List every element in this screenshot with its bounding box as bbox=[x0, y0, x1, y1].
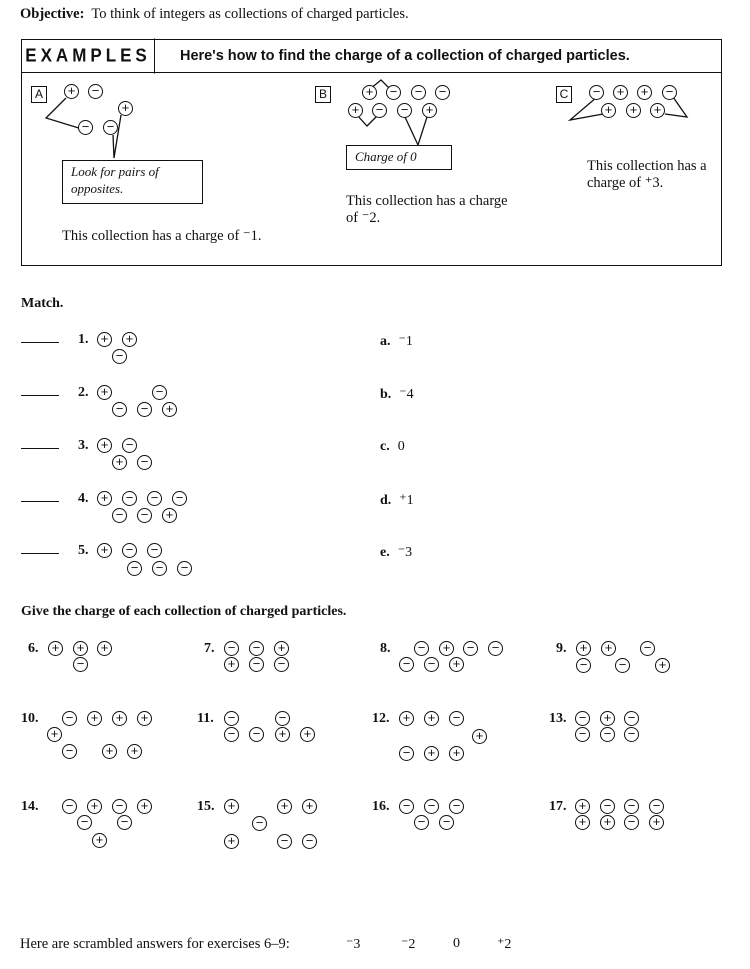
particle-plus-icon: + bbox=[162, 508, 177, 523]
particle-plus-icon: + bbox=[277, 799, 292, 814]
answer-value: ⁻3 bbox=[397, 545, 413, 560]
scrambled-answer: ⁺2 bbox=[497, 937, 512, 952]
particle-minus-icon: − bbox=[62, 744, 77, 759]
particle-minus-icon: − bbox=[172, 491, 187, 506]
scrambled-answer: 0 bbox=[453, 936, 460, 951]
particle-minus-icon: − bbox=[152, 561, 167, 576]
answer-value: ⁻1 bbox=[398, 334, 413, 349]
particle-minus-icon: − bbox=[600, 799, 615, 814]
particle-plus-icon: + bbox=[650, 103, 665, 118]
particle-plus-icon: + bbox=[424, 711, 439, 726]
particle-plus-icon: + bbox=[600, 711, 615, 726]
particle-plus-icon: + bbox=[449, 746, 464, 761]
answer-letter: a. bbox=[380, 334, 391, 349]
match-answer-a bbox=[380, 333, 413, 350]
example-c-label: C bbox=[556, 86, 572, 103]
item-number: 9. bbox=[556, 641, 567, 656]
particle-plus-icon: + bbox=[348, 103, 363, 118]
note-line: opposites. bbox=[71, 181, 124, 196]
particle-minus-icon: − bbox=[463, 641, 478, 656]
particle-minus-icon: − bbox=[372, 103, 387, 118]
examples-title: Here's how to find the charge of a collection of charged particles. bbox=[180, 48, 630, 64]
particle-minus-icon: − bbox=[249, 657, 264, 672]
particle-minus-icon: − bbox=[117, 815, 132, 830]
answer-letter: c. bbox=[380, 439, 390, 454]
scrambled-answers-label: Here are scrambled answers for exercises 6–9: bbox=[20, 936, 290, 952]
particle-plus-icon: + bbox=[576, 641, 591, 656]
result-line: This collection has a bbox=[587, 158, 707, 174]
match-answer-e bbox=[380, 544, 412, 561]
particle-plus-icon: + bbox=[127, 744, 142, 759]
particle-minus-icon: − bbox=[488, 641, 503, 656]
answer-blank-1[interactable] bbox=[21, 342, 59, 343]
item-number: 8. bbox=[380, 641, 391, 656]
particle-plus-icon: + bbox=[601, 641, 616, 656]
particle-plus-icon: + bbox=[362, 85, 377, 100]
item-number: 4. bbox=[78, 491, 89, 506]
particle-minus-icon: − bbox=[575, 711, 590, 726]
particle-plus-icon: + bbox=[449, 657, 464, 672]
particle-minus-icon: − bbox=[424, 799, 439, 814]
particle-plus-icon: + bbox=[300, 727, 315, 742]
particle-plus-icon: + bbox=[424, 746, 439, 761]
particle-minus-icon: − bbox=[576, 658, 591, 673]
particle-minus-icon: − bbox=[224, 711, 239, 726]
particle-minus-icon: − bbox=[589, 85, 604, 100]
particle-plus-icon: + bbox=[47, 727, 62, 742]
particle-minus-icon: − bbox=[62, 711, 77, 726]
scrambled-answer: ⁻3 bbox=[346, 937, 361, 952]
particle-plus-icon: + bbox=[97, 332, 112, 347]
particle-minus-icon: − bbox=[649, 799, 664, 814]
particle-minus-icon: − bbox=[399, 657, 414, 672]
particle-plus-icon: + bbox=[64, 84, 79, 99]
item-number: 16. bbox=[372, 799, 390, 814]
result-line: charge of ⁺3. bbox=[587, 175, 664, 191]
particle-minus-icon: − bbox=[137, 402, 152, 417]
particle-plus-icon: + bbox=[97, 543, 112, 558]
particle-plus-icon: + bbox=[48, 641, 63, 656]
answer-blank-2[interactable] bbox=[21, 395, 59, 396]
particle-plus-icon: + bbox=[399, 711, 414, 726]
particle-plus-icon: + bbox=[97, 491, 112, 506]
note-line: Look for pairs of bbox=[71, 164, 159, 179]
answer-blank-3[interactable] bbox=[21, 448, 59, 449]
particle-plus-icon: + bbox=[137, 711, 152, 726]
answer-value: 0 bbox=[397, 439, 405, 454]
answer-letter: d. bbox=[380, 493, 392, 508]
item-number: 14. bbox=[21, 799, 39, 814]
particle-minus-icon: − bbox=[397, 103, 412, 118]
particle-minus-icon: − bbox=[147, 491, 162, 506]
particle-plus-icon: + bbox=[97, 438, 112, 453]
particle-minus-icon: − bbox=[147, 543, 162, 558]
particle-minus-icon: − bbox=[103, 120, 118, 135]
particle-minus-icon: − bbox=[122, 438, 137, 453]
item-number: 10. bbox=[21, 711, 39, 726]
example-b-result bbox=[346, 193, 508, 227]
match-answer-c bbox=[380, 439, 405, 455]
particle-plus-icon: + bbox=[626, 103, 641, 118]
particle-plus-icon: + bbox=[224, 657, 239, 672]
scrambled-answer: ⁻2 bbox=[401, 937, 416, 952]
give-heading: Give the charge of each collection of charged particles. bbox=[21, 604, 347, 619]
particle-minus-icon: − bbox=[122, 543, 137, 558]
item-number: 3. bbox=[78, 438, 89, 453]
item-number: 1. bbox=[78, 332, 89, 347]
particle-plus-icon: + bbox=[224, 799, 239, 814]
particle-minus-icon: − bbox=[112, 349, 127, 364]
particle-minus-icon: − bbox=[399, 799, 414, 814]
particle-plus-icon: + bbox=[97, 385, 112, 400]
particle-plus-icon: + bbox=[87, 799, 102, 814]
particle-minus-icon: − bbox=[122, 491, 137, 506]
answer-letter: b. bbox=[380, 387, 392, 402]
item-number: 12. bbox=[372, 711, 390, 726]
particle-minus-icon: − bbox=[73, 657, 88, 672]
particle-plus-icon: + bbox=[112, 711, 127, 726]
particle-minus-icon: − bbox=[411, 85, 426, 100]
particle-plus-icon: + bbox=[472, 729, 487, 744]
particle-plus-icon: + bbox=[97, 641, 112, 656]
example-b-note: Charge of 0 bbox=[346, 145, 452, 170]
particle-minus-icon: − bbox=[137, 508, 152, 523]
answer-blank-5[interactable] bbox=[21, 553, 59, 554]
result-line: This collection has a charge bbox=[346, 193, 508, 209]
particle-minus-icon: − bbox=[249, 641, 264, 656]
particle-minus-icon: − bbox=[624, 799, 639, 814]
example-a-label: A bbox=[31, 86, 47, 103]
objective-text: To think of integers as collections of charged particles. bbox=[91, 6, 409, 22]
particle-minus-icon: − bbox=[62, 799, 77, 814]
particle-minus-icon: − bbox=[424, 657, 439, 672]
answer-blank-4[interactable] bbox=[21, 501, 59, 502]
particle-minus-icon: − bbox=[414, 815, 429, 830]
particle-plus-icon: + bbox=[92, 833, 107, 848]
particle-plus-icon: + bbox=[162, 402, 177, 417]
particle-minus-icon: − bbox=[78, 120, 93, 135]
particle-minus-icon: − bbox=[112, 402, 127, 417]
particle-plus-icon: + bbox=[112, 455, 127, 470]
particle-plus-icon: + bbox=[302, 799, 317, 814]
examples-header bbox=[22, 40, 721, 73]
particle-minus-icon: − bbox=[435, 85, 450, 100]
item-number: 15. bbox=[197, 799, 215, 814]
particle-minus-icon: − bbox=[600, 727, 615, 742]
particle-minus-icon: − bbox=[615, 658, 630, 673]
example-a-result: This collection has a charge of ⁻1. bbox=[62, 228, 262, 244]
match-answer-b bbox=[380, 386, 414, 403]
particle-minus-icon: − bbox=[414, 641, 429, 656]
particle-plus-icon: + bbox=[422, 103, 437, 118]
particle-minus-icon: − bbox=[88, 84, 103, 99]
particle-plus-icon: + bbox=[87, 711, 102, 726]
item-number: 11. bbox=[197, 711, 214, 726]
item-number: 6. bbox=[28, 641, 39, 656]
particle-minus-icon: − bbox=[275, 711, 290, 726]
particle-minus-icon: − bbox=[177, 561, 192, 576]
particle-plus-icon: + bbox=[439, 641, 454, 656]
particle-minus-icon: − bbox=[439, 815, 454, 830]
particle-minus-icon: − bbox=[137, 455, 152, 470]
particle-minus-icon: − bbox=[624, 815, 639, 830]
particle-minus-icon: − bbox=[274, 657, 289, 672]
particle-plus-icon: + bbox=[275, 727, 290, 742]
particle-plus-icon: + bbox=[102, 744, 117, 759]
particle-minus-icon: − bbox=[386, 85, 401, 100]
particle-plus-icon: + bbox=[575, 815, 590, 830]
particle-minus-icon: − bbox=[77, 815, 92, 830]
particle-plus-icon: + bbox=[613, 85, 628, 100]
particle-plus-icon: + bbox=[655, 658, 670, 673]
match-heading: Match. bbox=[21, 296, 64, 311]
examples-tag: EXAMPLES bbox=[22, 38, 155, 73]
particle-plus-icon: + bbox=[224, 834, 239, 849]
particle-plus-icon: + bbox=[118, 101, 133, 116]
example-a-note bbox=[62, 160, 203, 204]
particle-plus-icon: + bbox=[122, 332, 137, 347]
example-c-result bbox=[587, 158, 707, 192]
particle-plus-icon: + bbox=[137, 799, 152, 814]
particle-minus-icon: − bbox=[112, 799, 127, 814]
match-answer-d bbox=[380, 492, 414, 509]
particle-minus-icon: − bbox=[662, 85, 677, 100]
answer-value: ⁺1 bbox=[399, 493, 414, 508]
example-b-label: B bbox=[315, 86, 331, 103]
particle-minus-icon: − bbox=[449, 799, 464, 814]
particle-minus-icon: − bbox=[449, 711, 464, 726]
item-number: 7. bbox=[204, 641, 215, 656]
particle-minus-icon: − bbox=[252, 816, 267, 831]
particle-minus-icon: − bbox=[224, 727, 239, 742]
particle-minus-icon: − bbox=[112, 508, 127, 523]
particle-minus-icon: − bbox=[152, 385, 167, 400]
particle-minus-icon: − bbox=[127, 561, 142, 576]
particle-minus-icon: − bbox=[249, 727, 264, 742]
particle-minus-icon: − bbox=[302, 834, 317, 849]
item-number: 17. bbox=[549, 799, 567, 814]
item-number: 2. bbox=[78, 385, 89, 400]
particle-plus-icon: + bbox=[274, 641, 289, 656]
result-line: of ⁻2. bbox=[346, 210, 381, 226]
particle-minus-icon: − bbox=[640, 641, 655, 656]
objective bbox=[20, 6, 409, 23]
particle-minus-icon: − bbox=[277, 834, 292, 849]
objective-label: Objective: bbox=[20, 6, 85, 22]
particle-minus-icon: − bbox=[575, 727, 590, 742]
item-number: 13. bbox=[549, 711, 567, 726]
particle-plus-icon: + bbox=[649, 815, 664, 830]
particle-minus-icon: − bbox=[399, 746, 414, 761]
particle-plus-icon: + bbox=[73, 641, 88, 656]
item-number: 5. bbox=[78, 543, 89, 558]
particle-minus-icon: − bbox=[624, 727, 639, 742]
particle-plus-icon: + bbox=[575, 799, 590, 814]
particle-plus-icon: + bbox=[637, 85, 652, 100]
particle-plus-icon: + bbox=[601, 103, 616, 118]
particle-minus-icon: − bbox=[624, 711, 639, 726]
answer-letter: e. bbox=[380, 545, 390, 560]
particle-plus-icon: + bbox=[600, 815, 615, 830]
particle-minus-icon: − bbox=[224, 641, 239, 656]
answer-value: ⁻4 bbox=[399, 387, 414, 402]
